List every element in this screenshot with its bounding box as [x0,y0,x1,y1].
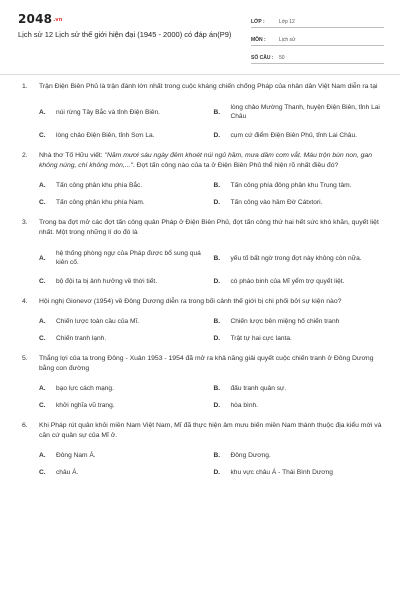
option-letter: D. [213,334,221,342]
header-divider [0,74,400,75]
option-letter: A. [39,384,46,392]
option-a[interactable] [39,316,208,326]
option-a[interactable] [39,450,208,460]
option-d[interactable] [214,276,383,286]
option-letter: A. [39,317,46,325]
meta-value: Lớp 12 [279,19,295,25]
meta-subject [251,32,384,46]
question-number: 6. [22,422,28,429]
option-text: hòa bình. [230,401,258,409]
meta-label: SỐ CÂU : [251,55,274,61]
option-text: Trật tự hai cực Ianta. [230,334,292,342]
option-b[interactable] [214,247,383,269]
option-b[interactable] [214,383,383,393]
question-stem [22,82,382,92]
option-letter: A. [39,108,46,116]
question-stem [22,218,382,238]
option-text: Tấn công vào hầm Đờ Cátxtori. [230,198,323,206]
question-4 [22,297,382,343]
option-text: có pháo binh của Mĩ yểm trợ quyết liệt. [230,277,345,285]
option-c[interactable] [39,333,208,343]
option-a[interactable] [39,180,208,190]
question-number: 2. [22,152,28,159]
option-letter: D. [213,131,221,139]
option-letter: D. [213,198,221,206]
question-number: 3. [22,219,28,226]
option-text: lòng chảo Mường Thanh, huyện Điện Biên, tỉnh Lai Châu [230,104,380,120]
option-letter: B. [213,254,221,262]
option-text: Đông Nam Á. [56,451,96,459]
option-text: khởi nghĩa vũ trang. [56,401,115,409]
option-letter: B. [213,108,221,116]
option-text: đấu tranh quân sự. [230,384,287,392]
question-number: 5. [22,355,28,362]
option-letter: B. [213,384,221,392]
option-letter: B. [213,317,221,325]
option-letter: D. [213,468,221,476]
option-c[interactable] [39,130,208,140]
option-letter: A. [39,451,46,459]
option-text: khu vực châu Á - Thái Bình Dương [230,468,333,476]
option-letter: A. [39,254,46,262]
question-quote: "Năm mươi sáu ngày đêm khoét núi ngủ hầm, mưa dầm cơm vắt. Máu trộn bùn non, gan không núng, chí không mòn,..." [39,152,373,169]
option-c[interactable] [39,197,208,207]
option-d[interactable] [214,130,383,140]
options [22,316,382,343]
question-text [39,151,382,171]
question-number: 1. [22,83,28,90]
option-text: núi rừng Tây Bắc và tỉnh Điện Biên. [56,108,160,116]
option-text: bạo lực cách mạng. [56,384,114,392]
logo-main: 2048 [18,12,53,26]
option-text: Đông Dương. [230,451,271,459]
options [22,247,382,286]
meta-class [251,14,384,28]
option-text: Tấn công phía đông phân khu Trung tâm. [230,181,352,189]
question-number: 4. [22,298,28,305]
option-letter: C. [39,198,46,206]
option-c[interactable] [39,400,208,410]
option-letter: C. [39,131,46,139]
question-3 [22,218,382,286]
meta-label: MÔN : [251,37,266,43]
meta-value: Lịch sử [279,37,296,43]
question-1 [22,82,382,140]
option-d[interactable] [214,400,383,410]
option-c[interactable] [39,276,208,286]
option-b[interactable] [214,180,383,190]
document-header [18,12,384,64]
meta-question-count [251,50,384,64]
question-text-suffix: . Đợt tấn công nào của ta ở Điện Biên Phủ thể hiện rõ nhất điều đó? [132,162,339,169]
option-text: Chiến lược toàn cầu của Mĩ. [56,317,140,325]
question-text: Hội nghị Gionevơ (1954) về Đông Dương diễn ra trong bối cảnh thế giới bị chi phối bởi sự kiện nào? [39,298,342,305]
option-text: châu Á. [56,468,79,476]
option-letter: C. [39,401,46,409]
option-letter: C. [39,277,46,285]
options [22,383,382,410]
option-text: bộ đội ta bị ảnh hưởng về thời tiết. [56,277,158,285]
option-text: yếu tố bất ngờ trong đợt này không còn nữa. [230,254,362,262]
option-text: hệ thống phòng ngự của Pháp được bổ sung quá kiên cố. [56,250,201,266]
option-text: Chiến lược bên miệng hố chiến tranh [230,317,340,325]
option-text: cụm cứ điểm Điện Biên Phủ, tỉnh Lai Châu. [230,131,357,139]
options [22,180,382,207]
site-logo[interactable] [18,12,63,26]
option-letter: B. [213,181,221,189]
option-letter: C. [39,334,46,342]
option-b[interactable] [214,450,383,460]
option-text: Tấn công phân khu phía Bắc. [56,181,143,189]
option-c[interactable] [39,467,208,477]
question-2 [22,151,382,207]
option-text: Tấn công phân khu phía Nam. [56,198,145,206]
question-text: Trận Điện Biên Phủ là trận đánh lớn nhất trong cuộc kháng chiến chống Pháp của nhân dân Việt Nam diễn ra tại [39,83,378,90]
question-stem [22,421,382,441]
page-title: Lịch sử 12 Lịch sử thế giới hiện đại (1945 - 2000) có đáp án(P9) [18,30,232,39]
option-d[interactable] [214,467,383,477]
option-letter: D. [213,277,221,285]
question-text: Thắng lợi của ta trong Đông - Xuân 1953 - 1954 đã mở ra khả năng giải quyết cuộc chiến tranh ở Đông Dương bằng con đường [39,355,374,372]
option-letter: A. [39,181,46,189]
question-text: Khi Pháp rút quân khỏi miền Nam Việt Nam, Mĩ đã thực hiện âm mưu biến miền Nam thành thuộc địa kiểu mới và căn cứ quân sự của Mĩ ở. [39,422,382,439]
question-6 [22,421,382,477]
meta-panel [251,14,384,64]
question-text: Trong ba đợt mở các đợt tấn công quân Pháp ở Điện Biên Phủ, đợt tấn công thứ hai hết sức khó khăn, quyết liệt nhất. Một trong những lí do đó là [39,219,379,236]
option-d[interactable] [214,197,383,207]
meta-label: LỚP : [251,19,265,25]
option-letter: D. [213,401,221,409]
option-letter: B. [213,451,221,459]
logo-tld: .vn [53,17,63,23]
option-letter: C. [39,468,46,476]
question-stem [22,354,382,374]
options [22,450,382,477]
meta-value: 50 [279,55,285,61]
question-5 [22,354,382,410]
option-a[interactable] [39,101,208,123]
option-b[interactable] [214,101,383,123]
option-text: Chiến tranh lạnh. [56,334,107,342]
options [22,101,382,140]
question-list [22,82,382,488]
option-b[interactable] [214,316,383,326]
option-a[interactable] [39,247,208,269]
question-stem [22,151,382,171]
option-a[interactable] [39,383,208,393]
question-text-prefix: Nhà thơ Tố Hữu viết: [39,152,105,159]
option-text: lòng chảo Điện Biên, tỉnh Sơn La. [56,131,155,139]
option-d[interactable] [214,333,383,343]
question-stem [22,297,382,307]
